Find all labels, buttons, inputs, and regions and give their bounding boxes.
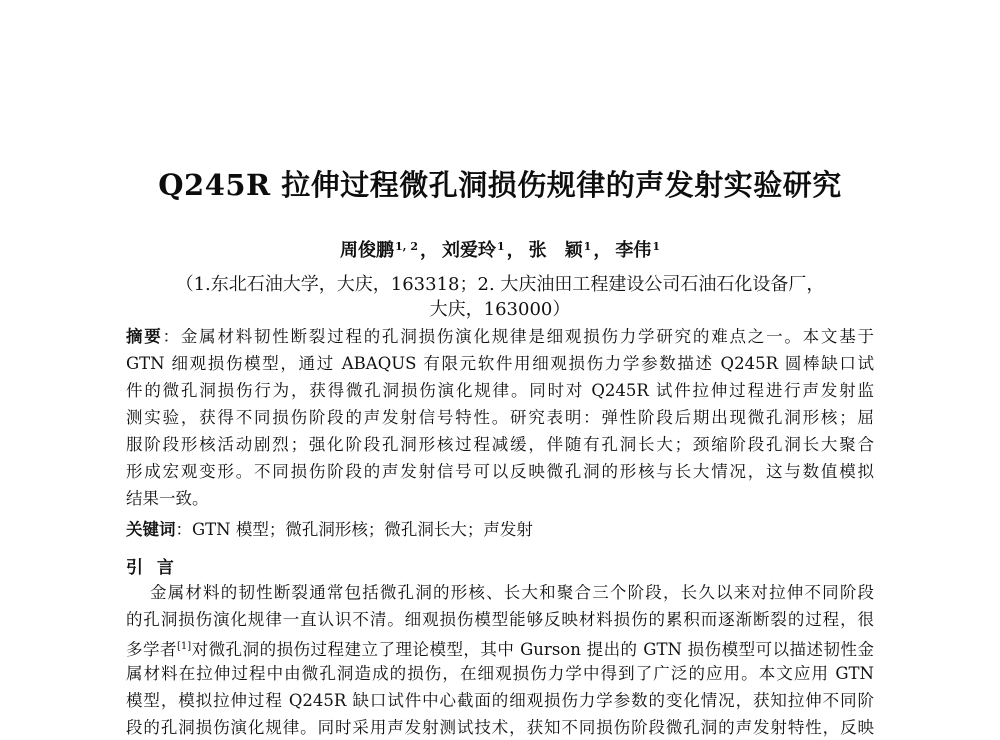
abstract-line: GTN 细观损伤模型，通过 ABAQUS 有限元软件用细观损伤力学参数描述 Q245R 圆棒缺口试 <box>126 354 874 373</box>
abstract-line <box>126 325 874 349</box>
author-name: 张 颖 <box>528 240 583 261</box>
section-heading: 引 言 <box>126 558 178 578</box>
body-text: 对微孔洞的损伤过程建立了理论模型，其中 Gurson 提出的 GTN 损伤模型可以描述韧性金 <box>191 640 874 659</box>
author-separator: ， <box>593 240 612 261</box>
author-separator: ， <box>420 240 438 261</box>
abstract-line: 服阶段形核活动剧烈；强化阶段孔洞形核过程减缓，伴随有孔洞长大；颈缩阶段孔洞长大聚合 <box>126 435 874 454</box>
body-line <box>126 635 874 659</box>
abstract-line: 件的微孔洞损伤行为，获得微孔洞损伤演化规律。同时对 Q245R 试件拉伸过程进行声发射监 <box>126 381 874 400</box>
author-name: 周俊鹏 <box>340 240 395 261</box>
abstract-text: ：金属材料韧性断裂过程的孔洞损伤演化规律是细观损伤力学研究的难点之一。本文基于 <box>162 327 874 346</box>
paper-title: Q245R 拉伸过程微孔洞损伤规律的声发射实验研究 <box>158 168 842 202</box>
abstract-line: 结果一致。 <box>126 489 209 508</box>
author-separator: ， <box>506 240 525 261</box>
author-affil-sup: 1 <box>497 240 505 253</box>
author-affil-sup: 1 <box>652 240 660 253</box>
affiliation-line: （1.东北石油大学，大庆，163318；2. 大庆油田工程建设公司石油石化设备厂， <box>175 274 825 295</box>
author-affil-sup: 1, 2 <box>395 240 418 253</box>
body-line: 段的孔洞损伤演化规律。同时采用声发射测试技术，获知不同损伤阶段微孔洞的声发射特性，反映 <box>126 718 874 737</box>
keywords-text: ：GTN 模型；微孔洞形核；微孔洞长大；声发射 <box>175 520 533 539</box>
citation-ref[interactable]: [1] <box>176 641 192 652</box>
body-text: 多学者 <box>126 640 177 659</box>
abstract-label: 摘要 <box>126 327 163 346</box>
author-affil-sup: 1 <box>583 240 592 253</box>
author-name: 李伟 <box>615 240 652 261</box>
abstract-line: 测实验，获得不同损伤阶段的声发射信号特性。研究表明：弹性阶段后期出现微孔洞形核；屈 <box>126 408 874 427</box>
keywords-label: 关键词 <box>126 520 176 539</box>
body-line: 金属材料的韧性断裂通常包括微孔洞的形核、长大和聚合三个阶段，长久以来对拉伸不同阶段 <box>150 583 874 602</box>
body-line: 模型，模拟拉伸过程 Q245R 缺口试件中心截面的细观损伤力学参数的变化情况，获知拉伸不同阶 <box>126 691 874 710</box>
abstract-line: 形成宏观变形。不同损伤阶段的声发射信号可以反映微孔洞的形核与长大情况，这与数值模拟 <box>126 462 874 481</box>
keywords-line <box>126 518 874 542</box>
author-list <box>0 236 1000 262</box>
affiliation-line: 大庆，163000） <box>429 299 571 320</box>
author-name: 刘爱玲 <box>442 240 496 261</box>
body-line: 的孔洞损伤演化规律一直认识不清。细观损伤模型能够反映材料损伤的累积而逐渐断裂的过程，很 <box>126 610 874 629</box>
body-line: 属材料在拉伸过程中由微孔洞造成的损伤，在细观损伤力学中得到了广泛的应用。本文应用 GTN <box>126 664 874 683</box>
